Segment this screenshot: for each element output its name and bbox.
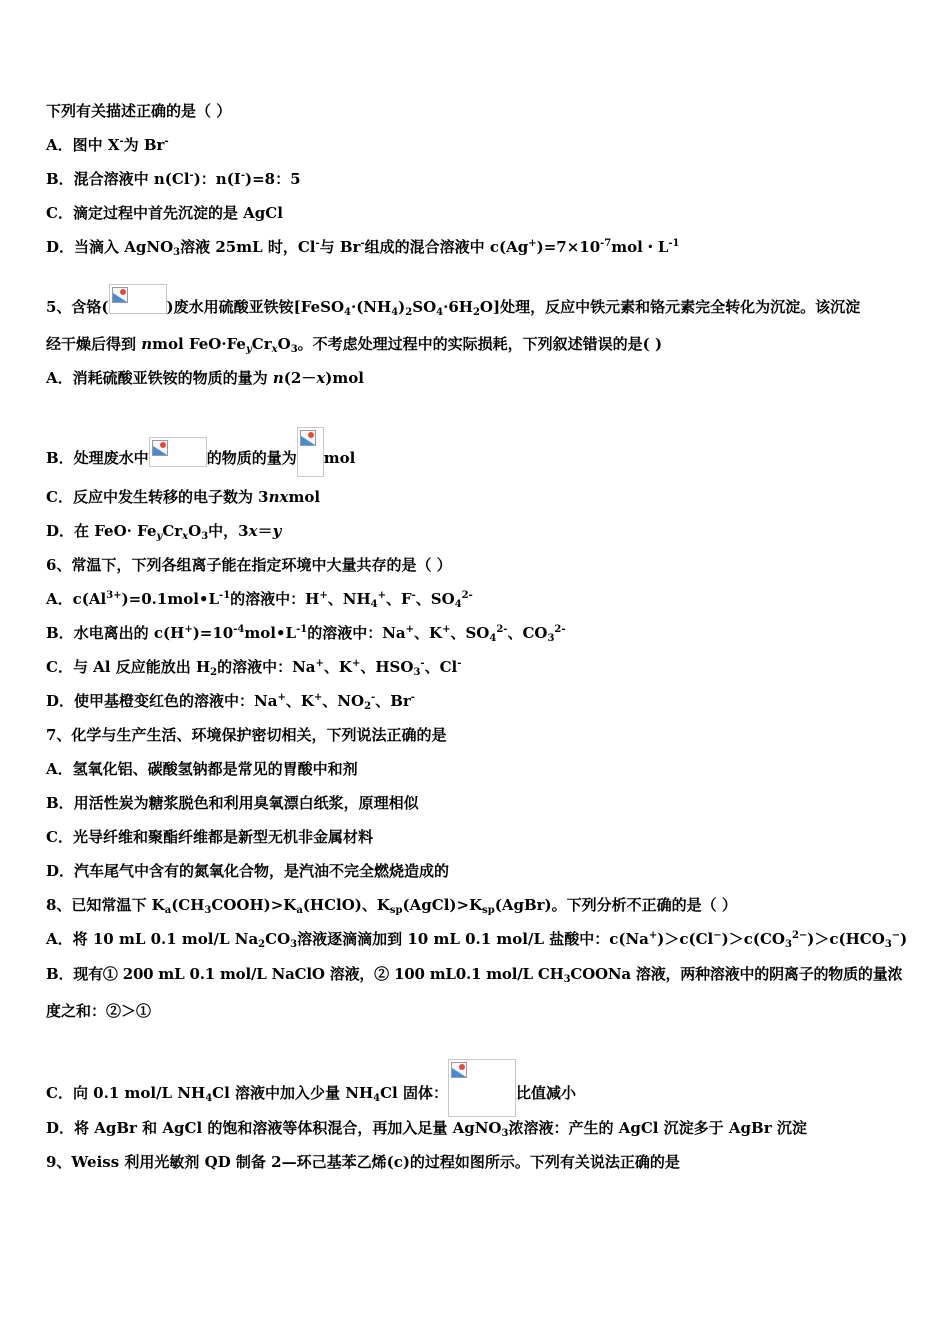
broken-image-icon <box>152 440 168 456</box>
broken-image-icon <box>300 430 316 446</box>
q8-option-c: C．向 0.1 mol/L $NH_4Cl$ 溶液中加入少量 $NH_4Cl$ 固体： 比值减小 <box>46 1059 576 1117</box>
formula-image <box>149 437 207 467</box>
q8-option-b-cont: 度之和：②＞① <box>46 1002 152 1020</box>
ratio-formula-image <box>448 1059 516 1117</box>
q9-stem: 9、Weiss 利用光敏剂 QD 制备 2—环己基苯乙烯(c)的过程如图所示。下列有关说法正确的是 <box>46 1153 680 1171</box>
q6-option-b: B．水电离出的 $c(H^+)=10^{-4}mol•L^{-1}$的溶液中：Na+、K+、$SO_4^{2-}$、$CO_3^{2-}$ <box>46 624 566 644</box>
q5-stem-line2: 经干燥后得到 nmol $FeO\cdot Fe_yCr_xO_3$。不考虑处理过程中的实际损耗，下列叙述错误的是( ) <box>46 335 663 355</box>
q5-stem-line1: 5、含铬( )废水用硫酸亚铁铵$[FeSO_4\cdot(NH_4)_2SO_4\cdot 6H_2O]$处理，反应中铁元素和铬元素完全转化为沉淀。该沉淀 <box>46 284 860 317</box>
q4-option-b: B．混合溶液中 n(Cl-)：n(I-)=8：5 <box>46 170 301 188</box>
q6-stem: 6、常温下，下列各组离子能在指定环境中大量共存的是（ ） <box>46 556 452 574</box>
q6-option-a: A．$c(Al^{3+})=0.1mol•L^{-1}$的溶液中：H+、$NH_4^+$、F-、$SO_4^{2-}$ <box>46 590 473 610</box>
q7-option-c: C．光导纤维和聚酯纤维都是新型无机非金属材料 <box>46 828 373 846</box>
formula-image <box>297 427 324 477</box>
q8-stem: 8、已知常温下 $K_a(CH_3COOH)>K_a(HClO)$、$K_{sp}(AgCl)>K_{sp}(AgBr)$。下列分析不正确的是（ ） <box>46 896 737 916</box>
q5-option-c: C．反应中发生转移的电子数为 3nxmol <box>46 488 321 506</box>
q5-option-b: B．处理废水中 的物质的量为 mol <box>46 427 355 477</box>
broken-image-icon <box>112 287 128 303</box>
formula-image <box>109 284 167 314</box>
q4-option-d: D．当滴入 AgNO$_3$溶液 25mL 时，Cl-与 Br-组成的混合溶液中 $c(Ag^+)=7\times 10^{-7}mol$・$L^{-1}$ <box>46 238 680 258</box>
q6-option-c: C．与 Al 反应能放出 $H_2$的溶液中：Na+、K+、$HSO_3^-$、Cl- <box>46 658 462 678</box>
q8-option-b: B．现有① 200 mL 0.1 mol/L NaClO 溶液，② 100 mL0.1 mol/L $CH_3COONa$ 溶液，两种溶液中的阴离子的物质的量浓 <box>46 965 903 985</box>
q4-option-c: C．滴定过程中首先沉淀的是 AgCl <box>46 204 283 222</box>
q4-option-a: A．图中 X-为 Br- <box>46 136 169 154</box>
q7-option-a: A．氢氧化铝、碳酸氢钠都是常见的胃酸中和剂 <box>46 760 358 778</box>
q7-option-b: B．用活性炭为糖浆脱色和利用臭氧漂白纸浆，原理相似 <box>46 794 419 812</box>
q4-stem: 下列有关描述正确的是（ ） <box>46 102 232 120</box>
q6-option-d: D．使甲基橙变红色的溶液中：Na+、K+、$NO_2^-$、Br- <box>46 692 415 712</box>
q7-option-d: D．汽车尾气中含有的氮氧化合物，是汽油不完全燃烧造成的 <box>46 862 450 880</box>
broken-image-icon <box>451 1062 467 1078</box>
q8-option-d: D．将 AgBr 和 AgCl 的饱和溶液等体积混合，再加入足量 AgNO$_3$浓溶液：产生的 AgCl 沉淀多于 AgBr 沉淀 <box>46 1119 807 1139</box>
q8-option-a: A．将 10 mL 0.1 mol/L $Na_2CO_3$溶液逐滴滴加到 10 mL 0.1 mol/L 盐酸中：$c(Na^+)>c(Cl^-)>c(CO_3^{2-})>c(HCO_3^-)$ <box>46 930 908 950</box>
q7-stem: 7、化学与生产生活、环境保护密切相关，下列说法正确的是 <box>46 726 447 744</box>
q5-option-a: A．消耗硫酸亚铁铵的物质的量为 n(2－x)mol <box>46 369 364 387</box>
q5-option-d: D．在 $FeO\cdot Fe_yCr_xO_3$中，3x＝y <box>46 522 282 542</box>
